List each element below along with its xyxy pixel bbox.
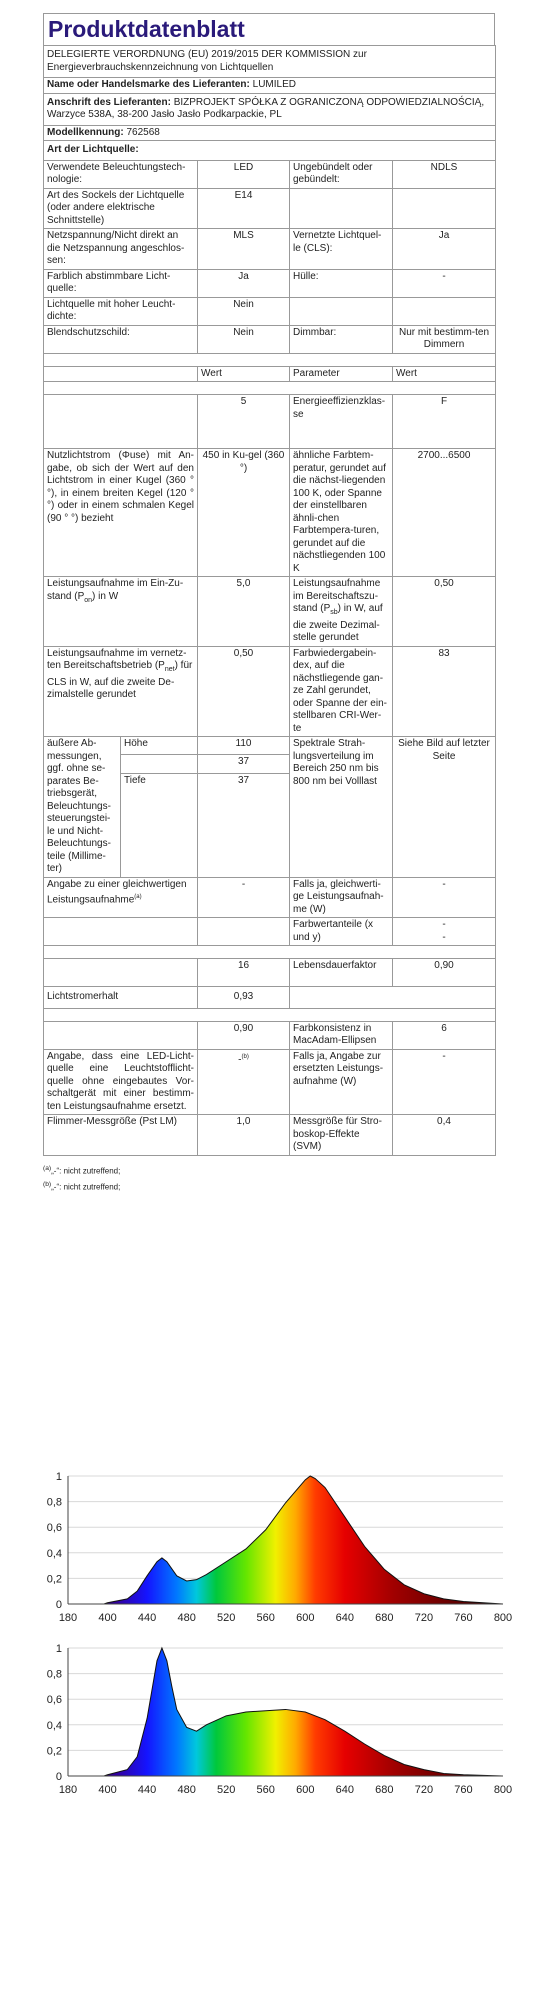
y-tick-label: 0,4 bbox=[46, 1547, 62, 1560]
x-tick-label: 720 bbox=[414, 1784, 434, 1796]
x-tick-label: 680 bbox=[375, 1612, 394, 1624]
y-tick-label: 0,8 bbox=[46, 1668, 62, 1681]
y-tick-label: 1 bbox=[55, 1471, 62, 1483]
y-tick-label: 0,2 bbox=[46, 1573, 62, 1586]
address-value: BIZPROJEKT SPÓŁKA Z OGRANICZONĄ ODPOWIEDZIALNOŚCIĄ, Warzyce 538A, 38-200 Jasło Jasło Podkarpackie, PL bbox=[47, 96, 485, 120]
spectrum-chart-2-svg bbox=[40, 1640, 513, 1810]
x-tick-label: 680 bbox=[375, 1784, 394, 1796]
footnote-a: $^{(a)}$„-“: nicht zutreffend; bbox=[43, 1164, 121, 1176]
y-tick-label: 0,6 bbox=[46, 1694, 62, 1707]
light-source-type-label: Art der Lichtquelle: bbox=[44, 141, 496, 161]
x-tick-label: 480 bbox=[177, 1612, 196, 1624]
table-header-row: Wert Parameter Wert bbox=[44, 366, 496, 382]
x-tick-label: 400 bbox=[98, 1784, 117, 1796]
y-tick-label: 0,6 bbox=[46, 1522, 62, 1535]
table-row: 5 Energieeffizienzklas-se F bbox=[44, 395, 496, 449]
x-tick-label: 800 bbox=[493, 1784, 513, 1796]
table-row: Blendschutzschild: Nein Dimmbar: Nur mit bestimm-ten Dimmern bbox=[44, 325, 496, 353]
table-row: Leistungsaufnahme im vernetz-ten Bereitschaftsbetrieb $(P_{net})$ für CLS in W, auf die zweite De-zimalstelle gerundet 0,50 Farbwiedergabein-dex, auf die nächstliegende gan-ze Zahl gerundet, oder Spanne der ein-stellbaren CRI-Wer-te 83 bbox=[44, 646, 496, 737]
y-tick-label: 0 bbox=[55, 1771, 62, 1783]
x-tick-label: 440 bbox=[137, 1612, 157, 1624]
table-row: Verwendete Beleuchtungstech-nologie: LED Ungebündelt oder gebündelt: NDLS bbox=[44, 160, 496, 188]
spectrum-area bbox=[68, 1648, 503, 1776]
x-tick-label: 180 bbox=[58, 1784, 78, 1796]
table-row: Lichtquelle mit hoher Leucht-dichte: Nein bbox=[44, 297, 496, 325]
x-tick-label: 640 bbox=[335, 1784, 354, 1796]
table-row: Angabe zu einer gleichwertigen Leistungsaufnahme$^{(a)}$ - Falls ja, gleichwerti-ge Leistungsaufnah-me (W) - bbox=[44, 877, 496, 918]
x-tick-label: 800 bbox=[493, 1612, 513, 1624]
sheet-title: Produktdatenblatt bbox=[43, 13, 495, 45]
table-row: Lichtstromerhalt 0,93 bbox=[44, 987, 496, 1009]
table-row: äußere Ab-messungen, ggf. ohne se-parates Be-triebsgerät, Beleuchtungs-steuerungstei-le und Nicht-Beleuchtungs-teile (Millime-ter) Höhe 110 Spektrale Strah-lungsverteilung im Bereich 250 nm bis 800 nm bei Volllast Siehe Bild auf letzter Seite bbox=[44, 737, 496, 755]
y-tick-label: 0,8 bbox=[46, 1496, 62, 1509]
x-tick-label: 760 bbox=[454, 1784, 473, 1796]
y-tick-label: 0 bbox=[55, 1599, 62, 1611]
data-table bbox=[43, 45, 496, 1156]
y-tick-label: 1 bbox=[55, 1643, 62, 1655]
table-row: Netzspannung/Nicht direkt an die Netzspannung angeschlos-sen: MLS Vernetzte Lichtquel-le (CLS): Ja bbox=[44, 229, 496, 270]
spectrum-area bbox=[68, 1476, 503, 1604]
regulation-text: DELEGIERTE VERORDNUNG (EU) 2019/2015 DER KOMMISSION zur Energieverbrauchskennzeichnung von Lichtquellen bbox=[44, 46, 496, 78]
x-tick-label: 600 bbox=[296, 1612, 315, 1624]
table-row: Farblich abstimmbare Licht-quelle: Ja Hülle: - bbox=[44, 269, 496, 297]
model-label: Modellkennung: bbox=[47, 126, 124, 138]
y-tick-label: 0,2 bbox=[46, 1745, 62, 1758]
x-tick-label: 180 bbox=[58, 1612, 78, 1624]
product-data-sheet bbox=[43, 13, 495, 1195]
x-tick-label: 560 bbox=[256, 1784, 275, 1796]
x-tick-label: 480 bbox=[177, 1784, 196, 1796]
x-tick-label: 560 bbox=[256, 1612, 275, 1624]
table-row: 16 Lebensdauerfaktor 0,90 bbox=[44, 959, 496, 987]
x-tick-label: 640 bbox=[335, 1612, 354, 1624]
x-tick-label: 440 bbox=[137, 1784, 157, 1796]
x-tick-label: 720 bbox=[414, 1612, 434, 1624]
footnote-b: $^{(b)}$„-“: nicht zutreffend; bbox=[43, 1181, 121, 1192]
supplier-label: Name oder Handelsmarke des Lieferanten: bbox=[47, 79, 250, 90]
table-row: Leistungsaufnahme im Ein-Zu-stand $(P_{on})$ in W 5,0 Leistungsaufnahme im Bereitschaftszu-stand $(P_{sb})$ in W, auf die zweite Dezimal-stelle gerundet 0,50 bbox=[44, 577, 496, 647]
spectrum-chart-1 bbox=[40, 1468, 513, 1643]
table-row: 0,90 Farbkonsistenz in MacAdam-Ellipsen 6 bbox=[44, 1021, 496, 1049]
spectrum-chart-2 bbox=[40, 1640, 513, 1815]
table-row: Angabe, dass eine LED-Licht-quelle eine Leuchtstofflicht-quelle ohne eingebautes Vor-schaltgerät mit einer bestimm-ten Leistungsaufnahme ersetzt. -$^{(b)}$ Falls ja, Angabe zur ersetzten Leistungs-aufnahme (W) - bbox=[44, 1049, 496, 1115]
x-tick-label: 520 bbox=[217, 1612, 236, 1624]
table-row: Farbwertanteile (x und y) - - bbox=[44, 918, 496, 946]
footnotes bbox=[43, 1162, 495, 1195]
model-value: 762568 bbox=[126, 126, 160, 138]
spectrum-chart-1-svg bbox=[40, 1468, 513, 1638]
x-tick-label: 760 bbox=[454, 1612, 473, 1624]
table-row: Art des Sockels der Lichtquelle (oder andere elektrische Schnittstelle) E14 bbox=[44, 188, 496, 229]
x-tick-label: 400 bbox=[98, 1612, 117, 1624]
table-row: 37 bbox=[44, 755, 496, 773]
address-label: Anschrift des Lieferanten: bbox=[47, 96, 171, 108]
table-row: Nutzlichtstrom (Φuse) mit An-gabe, ob sich der Wert auf den Lichtstrom in einer Kugel (360 ° °), in einem breiten Kegel (120 ° °) oder in einem schmalen Kegel (90 ° °) bezieht 450 in Ku-gel (360 °) ähnliche Farbtem-peratur, gerundet auf die nächst-liegenden 100 K, oder Spanne der einstellbaren ähnli-chen Farbtempera-turen, gerundet auf die nächstliegenden 100 K 2700...6500 bbox=[44, 449, 496, 577]
x-tick-label: 520 bbox=[217, 1784, 236, 1796]
table-row: Flimmer-Messgröße (Pst LM) 1,0 Messgröße für Stro-boskop-Effekte (SVM) 0,4 bbox=[44, 1115, 496, 1156]
table-row: Tiefe 37 bbox=[44, 773, 496, 877]
x-tick-label: 600 bbox=[296, 1784, 315, 1796]
supplier-value: LUMILED bbox=[252, 79, 296, 90]
y-tick-label: 0,4 bbox=[46, 1719, 62, 1732]
